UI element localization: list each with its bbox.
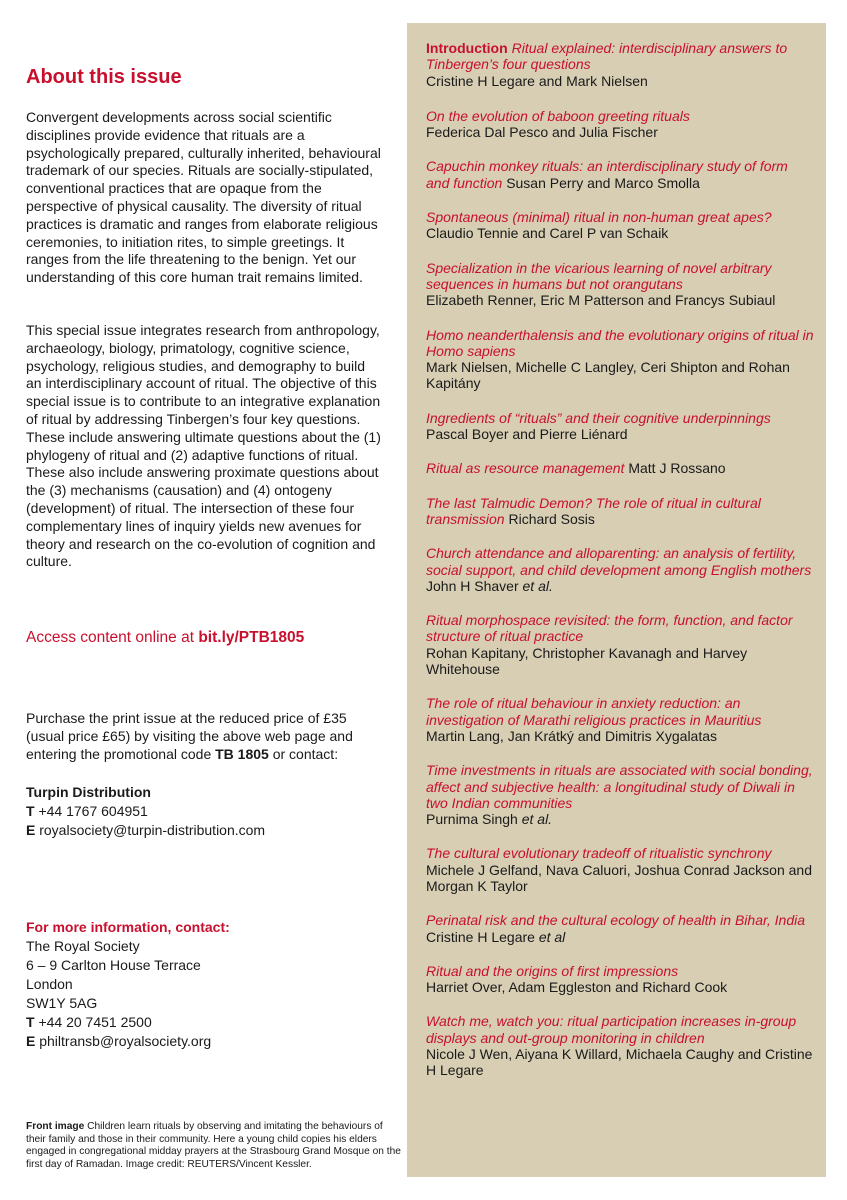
article-intro: Introduction (426, 40, 508, 56)
distributor-phone: +44 1767 604951 (38, 803, 148, 819)
front-image-label: Front image (26, 1121, 85, 1132)
more-info-contact (26, 918, 230, 1051)
article-authors: Rohan Kapitany, Christopher Kavanagh and Harvey Whitehouse (426, 644, 748, 678)
article-title[interactable]: Homo neanderthalensis and the evolutionary origins of ritual in Homo sapiens (426, 326, 814, 359)
more-info-heading: For more information, contact: (26, 919, 230, 935)
society-email-line (26, 1032, 230, 1051)
article-item (426, 460, 814, 476)
society-phone-line (26, 1013, 230, 1032)
article-authors: Pascal Boyer and Pierre Liénard (426, 426, 628, 443)
article-etal: et al (538, 928, 566, 945)
phone-label: T (26, 1014, 35, 1030)
phone-label: T (26, 803, 35, 819)
article-item (426, 40, 814, 89)
article-etal: et al. (521, 811, 553, 828)
article-item (426, 209, 814, 242)
address-line-1: 6 – 9 Carlton House Terrace (26, 957, 201, 973)
article-title[interactable]: The cultural evolutionary tradeoff of ritualistic synchrony (426, 845, 772, 862)
article-list (426, 40, 814, 1097)
access-online-line (26, 629, 304, 647)
article-title[interactable]: Capuchin monkey rituals: an interdisciplinary study of form and function (426, 158, 788, 191)
contents-panel (407, 23, 826, 1177)
article-title[interactable]: Church attendance and alloparenting: an analysis of fertility, social support, and child development among English mothers (426, 545, 812, 578)
article-item (426, 912, 814, 945)
purchase-before: Purchase the print issue at the reduced price of £35 (usual price £65) by visiting the above web page and entering the promotional code (26, 710, 353, 762)
society-email[interactable]: philtransb@royalsociety.org (39, 1033, 212, 1049)
article-item (426, 762, 814, 827)
article-item (426, 545, 814, 594)
article-item (426, 612, 814, 677)
article-etal: et al. (522, 577, 553, 594)
article-title[interactable]: Ritual explained: interdisciplinary answers to Tinbergen’s four questions (426, 40, 788, 73)
distributor-email[interactable]: royalsociety@turpin-distribution.com (39, 822, 266, 838)
article-title[interactable]: Ingredients of “rituals” and their cognitive underpinnings (426, 409, 771, 426)
article-item (426, 108, 814, 141)
promo-code: TB 1805 (215, 746, 269, 762)
article-authors: Federica Dal Pesco and Julia Fischer (426, 124, 658, 141)
article-title[interactable]: Ritual morphospace revisited: the form, function, and factor structure of ritual practice (426, 612, 793, 645)
access-prefix: Access content online at (26, 629, 199, 646)
purchase-after: or contact: (268, 746, 339, 762)
article-title[interactable]: The role of ritual behaviour in anxiety reduction: an investigation of Marathi religious practices in Mauritius (426, 695, 762, 728)
distributor-phone-line (26, 802, 265, 821)
about-heading: About this issue (26, 66, 182, 88)
article-authors: Cristine H Legare and Mark Nielsen (426, 72, 648, 89)
article-authors: Susan Perry and Marco Smolla (506, 174, 700, 191)
article-item (426, 963, 814, 996)
article-authors: Martin Lang, Jan Krátký and Dimitris Xygalatas (426, 727, 718, 744)
article-authors: John H Shaver (426, 577, 523, 594)
article-item (426, 845, 814, 894)
distributor-email-line (26, 821, 265, 840)
article-title[interactable]: Watch me, watch you: ritual participation increases in-group displays and out-group monitoring in children (426, 1013, 797, 1046)
society-phone: +44 20 7451 2500 (38, 1014, 152, 1030)
email-label: E (26, 822, 36, 838)
purchase-text (26, 709, 381, 763)
front-image-text: Children learn rituals by observing and imitating the behaviours of their family and those in their community. Here a young child copies his elders engaged in congregational midday prayers at the Strasbourg Grand Mosque on the first day of Ramadan. Image credit: REUTERS/Vincent Kessler. (26, 1121, 401, 1170)
article-authors: Mark Nielsen, Michelle C Langley, Ceri Shipton and Rohan Kapitány (426, 359, 790, 392)
article-title[interactable]: Perinatal risk and the cultural ecology of health in Bihar, India (426, 912, 806, 929)
distributor-name: Turpin Distribution (26, 784, 151, 800)
distributor-contact (26, 783, 265, 840)
article-title[interactable]: On the evolution of baboon greeting rituals (426, 107, 690, 124)
about-paragraph-1: Convergent developments across social scientific disciplines provide evidence that rituals are a psychologically prepared, culturally inherited, behavioural trademark of our species. Rituals are socially-stipulated, conventional practices that are opaque from the perspective of physical causality. The diversity of ritual practices is dramatic and ranges from elaborate religious ceremonies, to initiation rites, to simple greetings. It ranges from the life threatening to the benign. Yet our understanding of this core human trait remains limited. (26, 109, 381, 286)
article-item (426, 1013, 814, 1078)
email-label: E (26, 1033, 36, 1049)
article-title[interactable]: The last Talmudic Demon? The role of ritual in cultural transmission (426, 494, 761, 527)
about-paragraph-2: This special issue integrates research from anthropology, archaeology, biology, primatology, cognitive science, psychology, religious studies, and demography to build an interdisciplinary account of ritual. The objective of this special issue is to contribute to an integrative explanation of ritual by addressing Tinbergen’s four key questions. These include answering ultimate questions about the (1) phylogeny of ritual and (2) adaptive functions of ritual. These also include answering proximate questions about the (3) mechanisms (causation) and (4) ontogeny (development) of ritual. The intersection of these four complementary lines of inquiry yields new avenues for theory and research on the co-evolution of cognition and culture. (26, 322, 381, 570)
article-authors: Harriet Over, Adam Eggleston and Richard Cook (426, 979, 728, 996)
article-item (426, 495, 814, 528)
article-title[interactable]: Time investments in rituals are associated with social bonding, affect and subjective health: a longitudinal study of Diwali in two Indian communities (426, 762, 813, 811)
article-authors: Nicole J Wen, Aiyana K Willard, Michaela Caughy and Cristine H Legare (426, 1046, 813, 1079)
article-item (426, 695, 814, 744)
article-title[interactable]: Ritual as resource management (426, 460, 625, 477)
article-title[interactable]: Specialization in the vicarious learning of novel arbitrary sequences in humans but not orangutans (426, 259, 772, 292)
article-title[interactable]: Ritual and the origins of first impressions (426, 962, 679, 979)
article-authors: Cristine H Legare (426, 928, 539, 945)
article-authors: Michele J Gelfand, Nava Caluori, Joshua Conrad Jackson and Morgan K Taylor (426, 861, 812, 894)
article-authors: Elizabeth Renner, Eric M Patterson and Francys Subiaul (426, 292, 776, 309)
address-line-3: SW1Y 5AG (26, 995, 98, 1011)
org-name: The Royal Society (26, 938, 140, 954)
address-line-2: London (26, 976, 73, 992)
front-image-caption (26, 1121, 404, 1171)
article-authors: Richard Sosis (508, 510, 595, 527)
article-title[interactable]: Spontaneous (minimal) ritual in non-human great apes? (426, 209, 772, 226)
article-item (426, 410, 814, 443)
article-authors: Claudio Tennie and Carel P van Schaik (426, 225, 669, 242)
access-link[interactable]: bit.ly/PTB1805 (198, 629, 305, 646)
article-authors: Purnima Singh (426, 811, 522, 828)
article-item (426, 327, 814, 392)
article-item (426, 158, 814, 191)
article-authors: Matt J Rossano (628, 460, 726, 477)
article-item (426, 260, 814, 309)
